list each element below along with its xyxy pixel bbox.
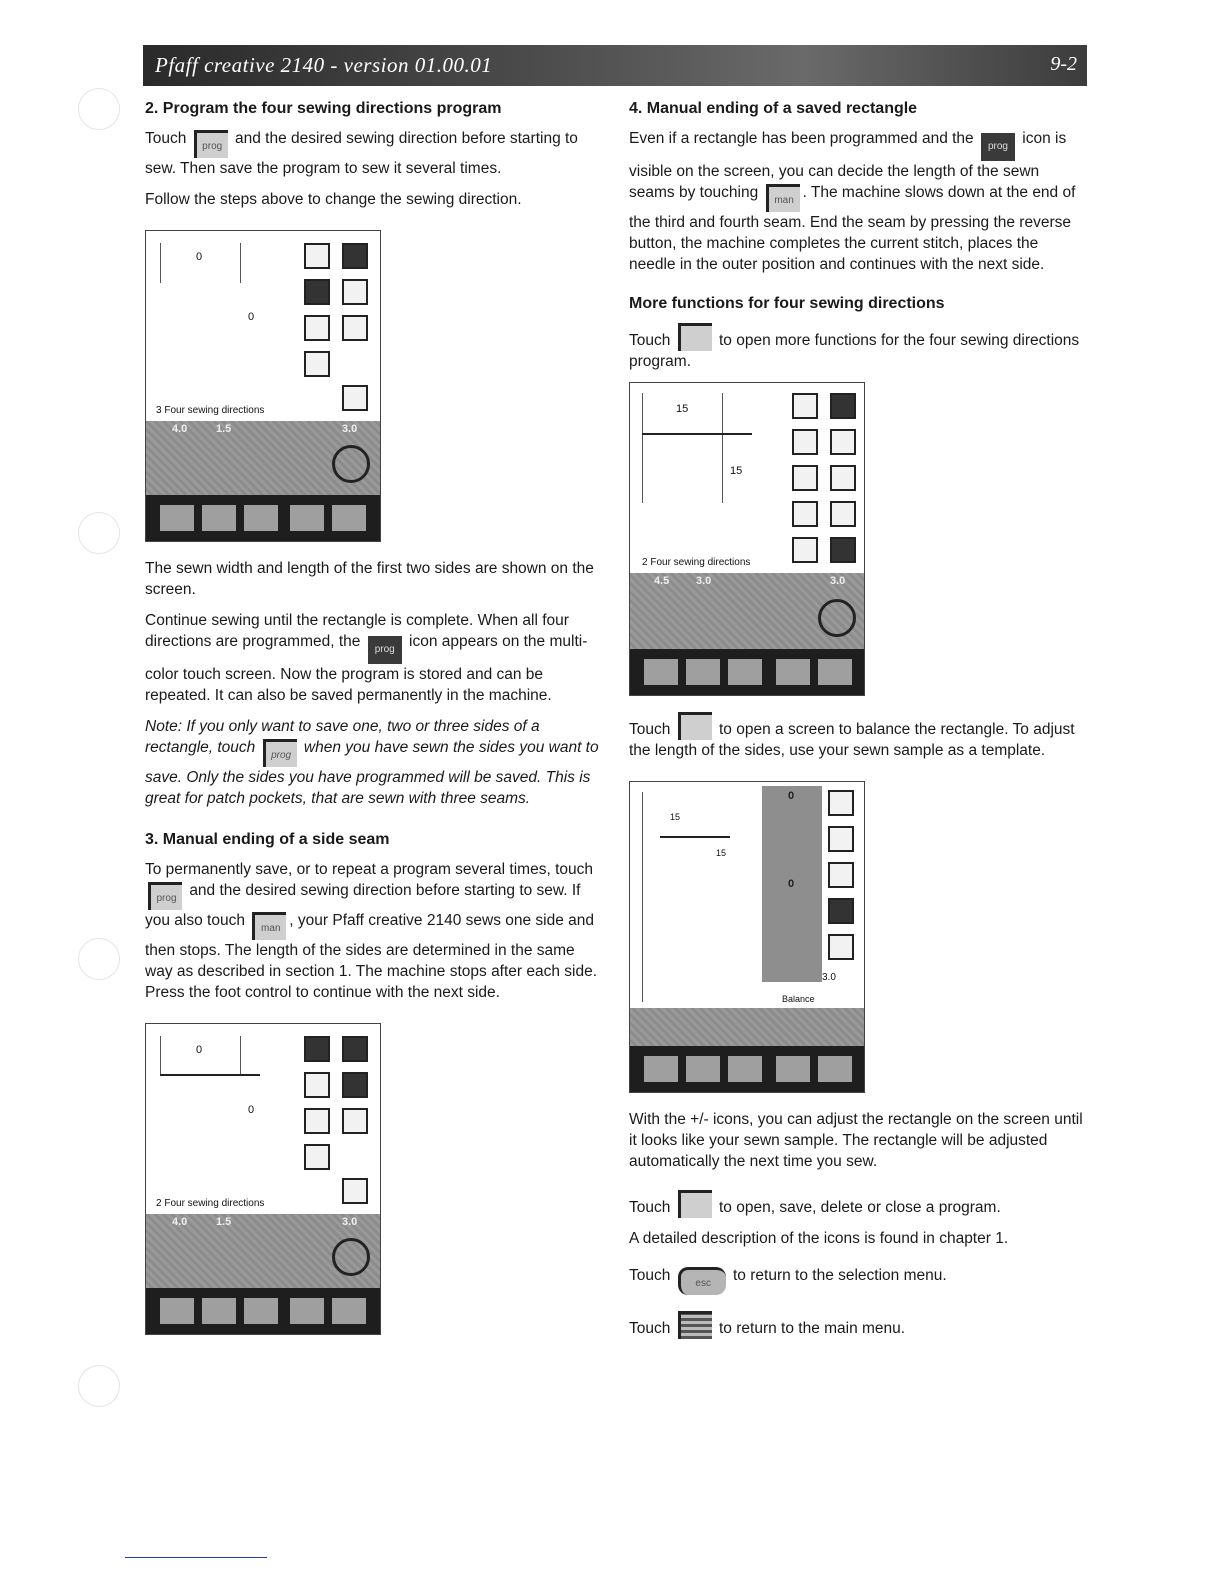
footer-rule [125,1557,267,1558]
screen-four-directions-2: 0 0 2 Four sewing directions 4.0 1.5 3.0 [145,1023,381,1335]
man-icon: man [766,184,800,212]
man-icon: man [252,912,286,940]
check-icon [290,505,324,531]
prog-icon: prog [194,130,228,158]
adjust-paragraph: With the +/- icons, you can adjust the rectangle on the screen until it looks like your sewn sample. The rectangle will be adjusted automatically the next time you sew. [629,1111,1083,1170]
continue-paragraph: Continue sewing until the rectangle is complete. When all four directions are programmed, the prog icon appears on the multi-color touch screen. Now the program is stored and can be repeated. It can also be saved permanently in the machine. [145,612,588,704]
page-number: 9-2 [1050,53,1077,75]
punch-hole-icon [78,88,120,130]
left-column [145,100,600,1351]
screen-more-functions: 15 15 2 Four sewing directions 4.5 3.0 3.0 [629,382,865,696]
prog-icon: prog [263,739,297,767]
main-menu-icon [160,505,194,531]
section-4-heading: 4. Manual ending of a saved rectangle [629,100,918,117]
section-2-paragraph: Touch prog and the desired sewing direction before starting to sew. Then save the program to sew it several times. [145,130,578,177]
punch-hole-icon [78,512,120,554]
page-header [143,45,1087,86]
main-menu-icon [678,1311,712,1339]
header-title: Pfaff creative 2140 - version 01.00.01 [155,53,493,77]
section-2-follow: Follow the steps above to change the sewing direction. [145,191,522,208]
after-screen-1-paragraph: The sewn width and length of the first two sides are shown on the screen. [145,560,594,598]
balance-paragraph: Touch to open a screen to balance the rectangle. To adjust the length of the sides, use your sewn sample as a template. [629,712,1084,761]
prog-saved-icon: prog [368,636,402,664]
esc-icon: esc [678,1267,726,1295]
main-menu-paragraph: Touch to return to the main menu. [629,1311,1084,1339]
section-3-heading: 3. Manual ending of a side seam [145,831,390,848]
prog-saved-icon: prog [981,133,1015,161]
section-4-paragraph: Even if a rectangle has been programmed and the prog icon is visible on the screen, you can decide the length of the sewn seams by touching man . The machine slows down at the end of the third and fourth seam. End the seam by pressing the reverse button, the machine completes the current stitch, places the needle in the outer position and continues with the next side. [629,130,1076,273]
esc-icon [332,505,366,531]
more-functions-icon [678,323,712,351]
punch-hole-icon [78,1365,120,1407]
open-save-paragraph: Touch to open, save, delete or close a program. [629,1190,1084,1218]
camera-icon [202,505,236,531]
esc-paragraph: Touch esc to return to the selection menu. [629,1265,1084,1295]
more-functions-paragraph: Touch to open more functions for the four sewing directions program. [629,323,1084,372]
screen-four-directions-3: 0 0 3 Four sewing directions 4.0 1.5 3.0 [145,230,381,542]
prog-icon: prog [148,882,182,910]
note-paragraph: Note: If you only want to save one, two or three sides of a rectangle, touch prog when you have sewn the sides you want to save. Only the sides you have programmed will be saved. This is great for patch pockets, that are sewn with three seams. [145,718,599,807]
more-functions-heading: More functions for four sewing directions [629,295,945,312]
folder-icon [678,1190,712,1218]
chapter-reference: A detailed description of the icons is found in chapter 1. [629,1230,1009,1247]
balance-icon [678,712,712,740]
section-3-paragraph: To permanently save, or to repeat a program several times, touch prog and the desired sewing direction before starting to sew. If you also touch man , your Pfaff creative 2140 sews one side and then stops. The length of the sides are determined in the same way as described in section 1. The machine stops after each side. Press the foot control to continue with the next side. [145,861,598,1001]
section-2-heading: 2. Program the four sewing directions program [145,100,502,117]
punch-hole-icon [78,938,120,980]
screen-balance: 15 15 0 0 3.0 Balance [629,781,865,1093]
right-column [629,100,1084,1349]
